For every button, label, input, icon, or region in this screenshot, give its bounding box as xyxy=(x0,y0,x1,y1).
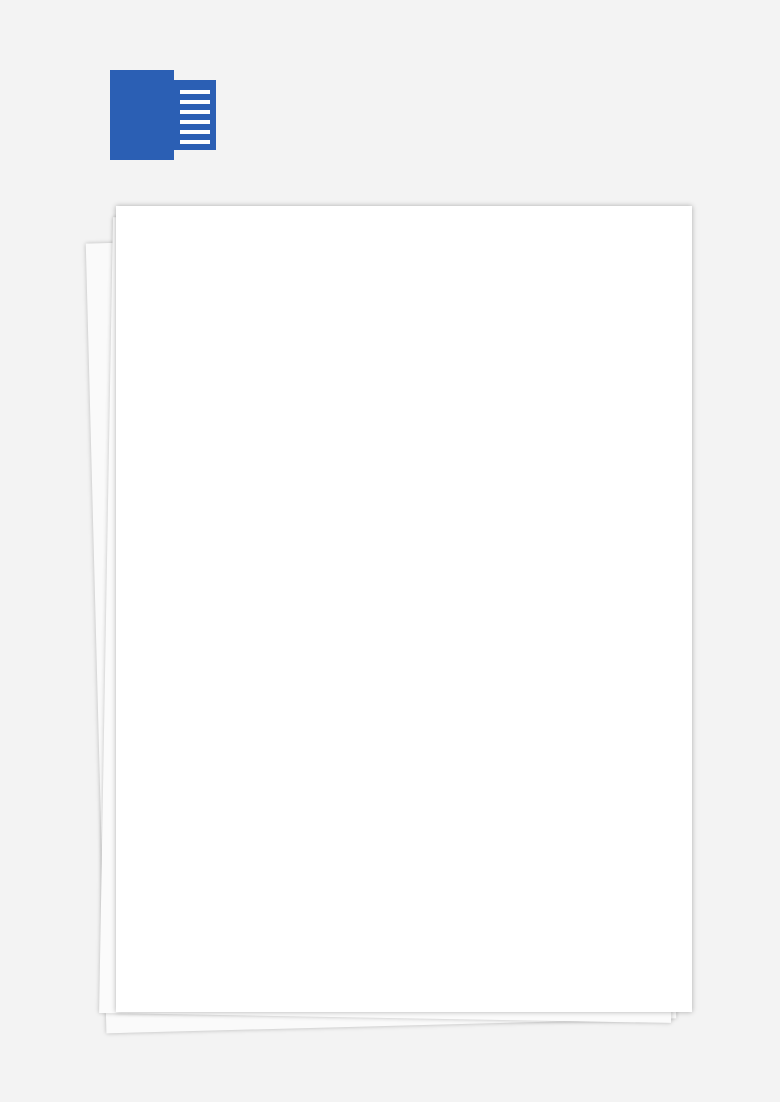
word-logo xyxy=(110,70,222,160)
document-page xyxy=(116,206,692,1012)
word-icon xyxy=(110,70,174,160)
assessment-table xyxy=(178,304,588,904)
document-lines-icon xyxy=(174,80,216,150)
